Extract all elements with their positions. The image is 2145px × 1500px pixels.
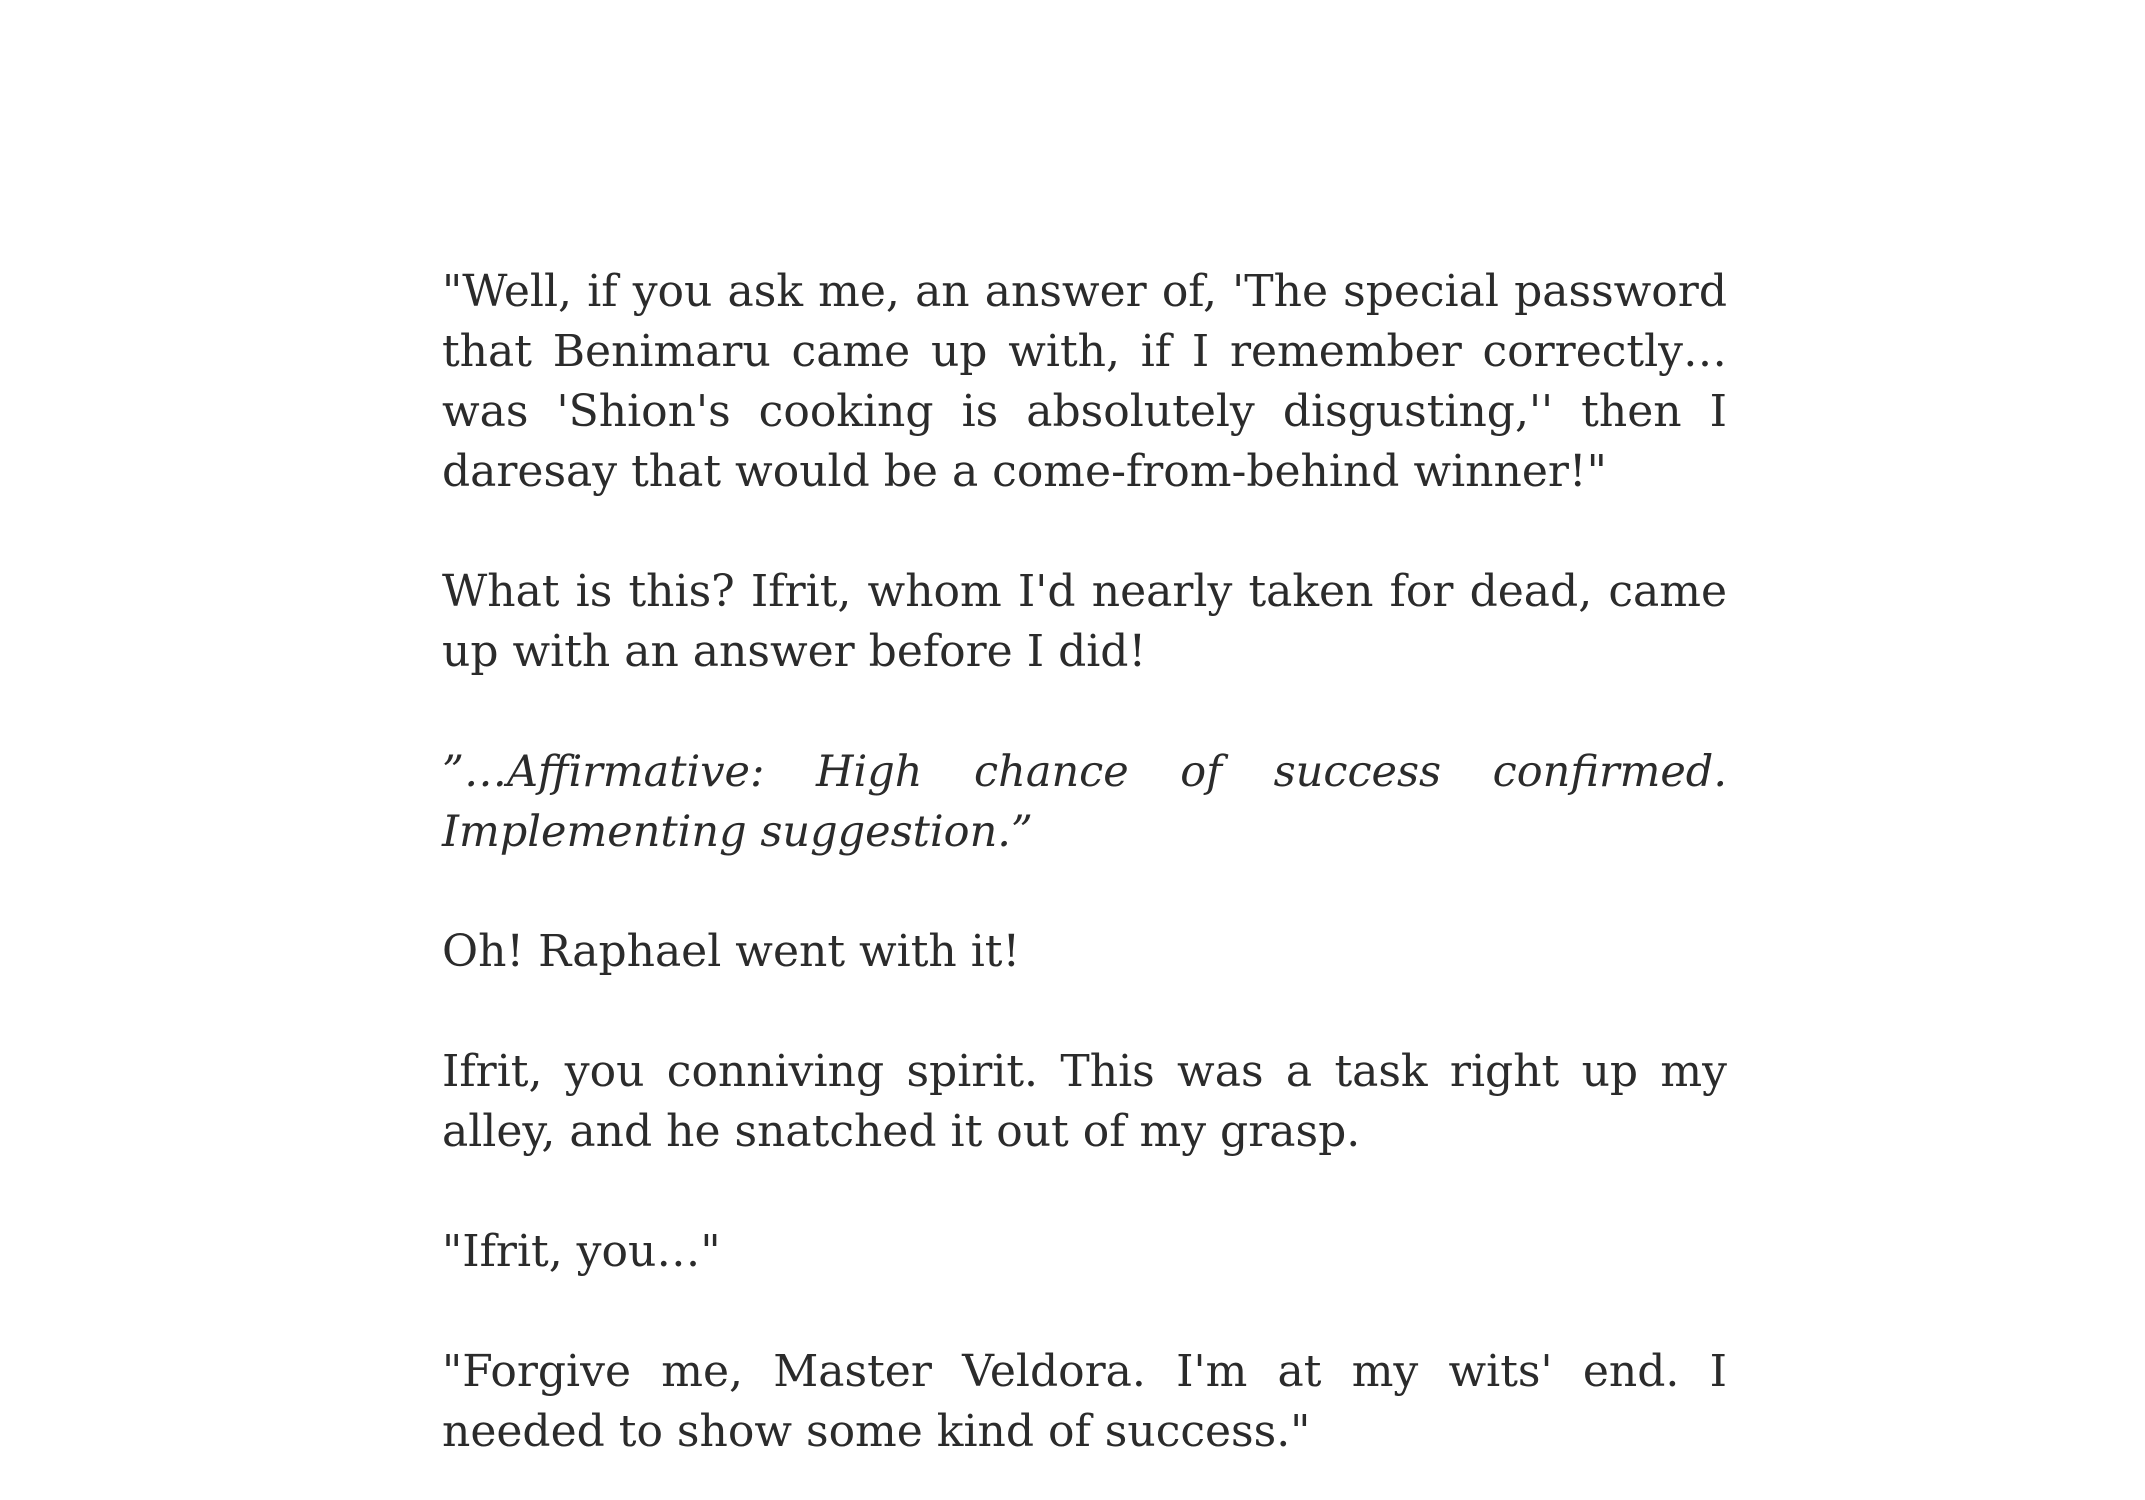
text-column bbox=[442, 262, 1727, 1462]
paragraph-1: "Well, if you ask me, an answer of, 'The special password that Benimaru came up with, if I remember correctly…was 'Shion's cooking is absolutely disgusting,'' then I daresay that would be a come-from-behind winner!" bbox=[442, 266, 1727, 497]
paragraph-6: "Ifrit, you…" bbox=[442, 1226, 721, 1277]
paragraph-5: Ifrit, you conniving spirit. This was a task right up my alley, and he snatched it out of my grasp. bbox=[442, 1046, 1727, 1157]
paragraph-2: What is this? Ifrit, whom I'd nearly taken for dead, came up with an answer before I did! bbox=[442, 566, 1727, 677]
paragraph-4: Oh! Raphael went with it! bbox=[442, 926, 1021, 977]
paragraph-7: "Forgive me, Master Veldora. I'm at my wits' end. I needed to show some kind of success." bbox=[442, 1346, 1727, 1457]
paragraph-3-italic: ”…Affirmative: High chance of success confirmed. Implementing suggestion.” bbox=[442, 747, 1727, 857]
